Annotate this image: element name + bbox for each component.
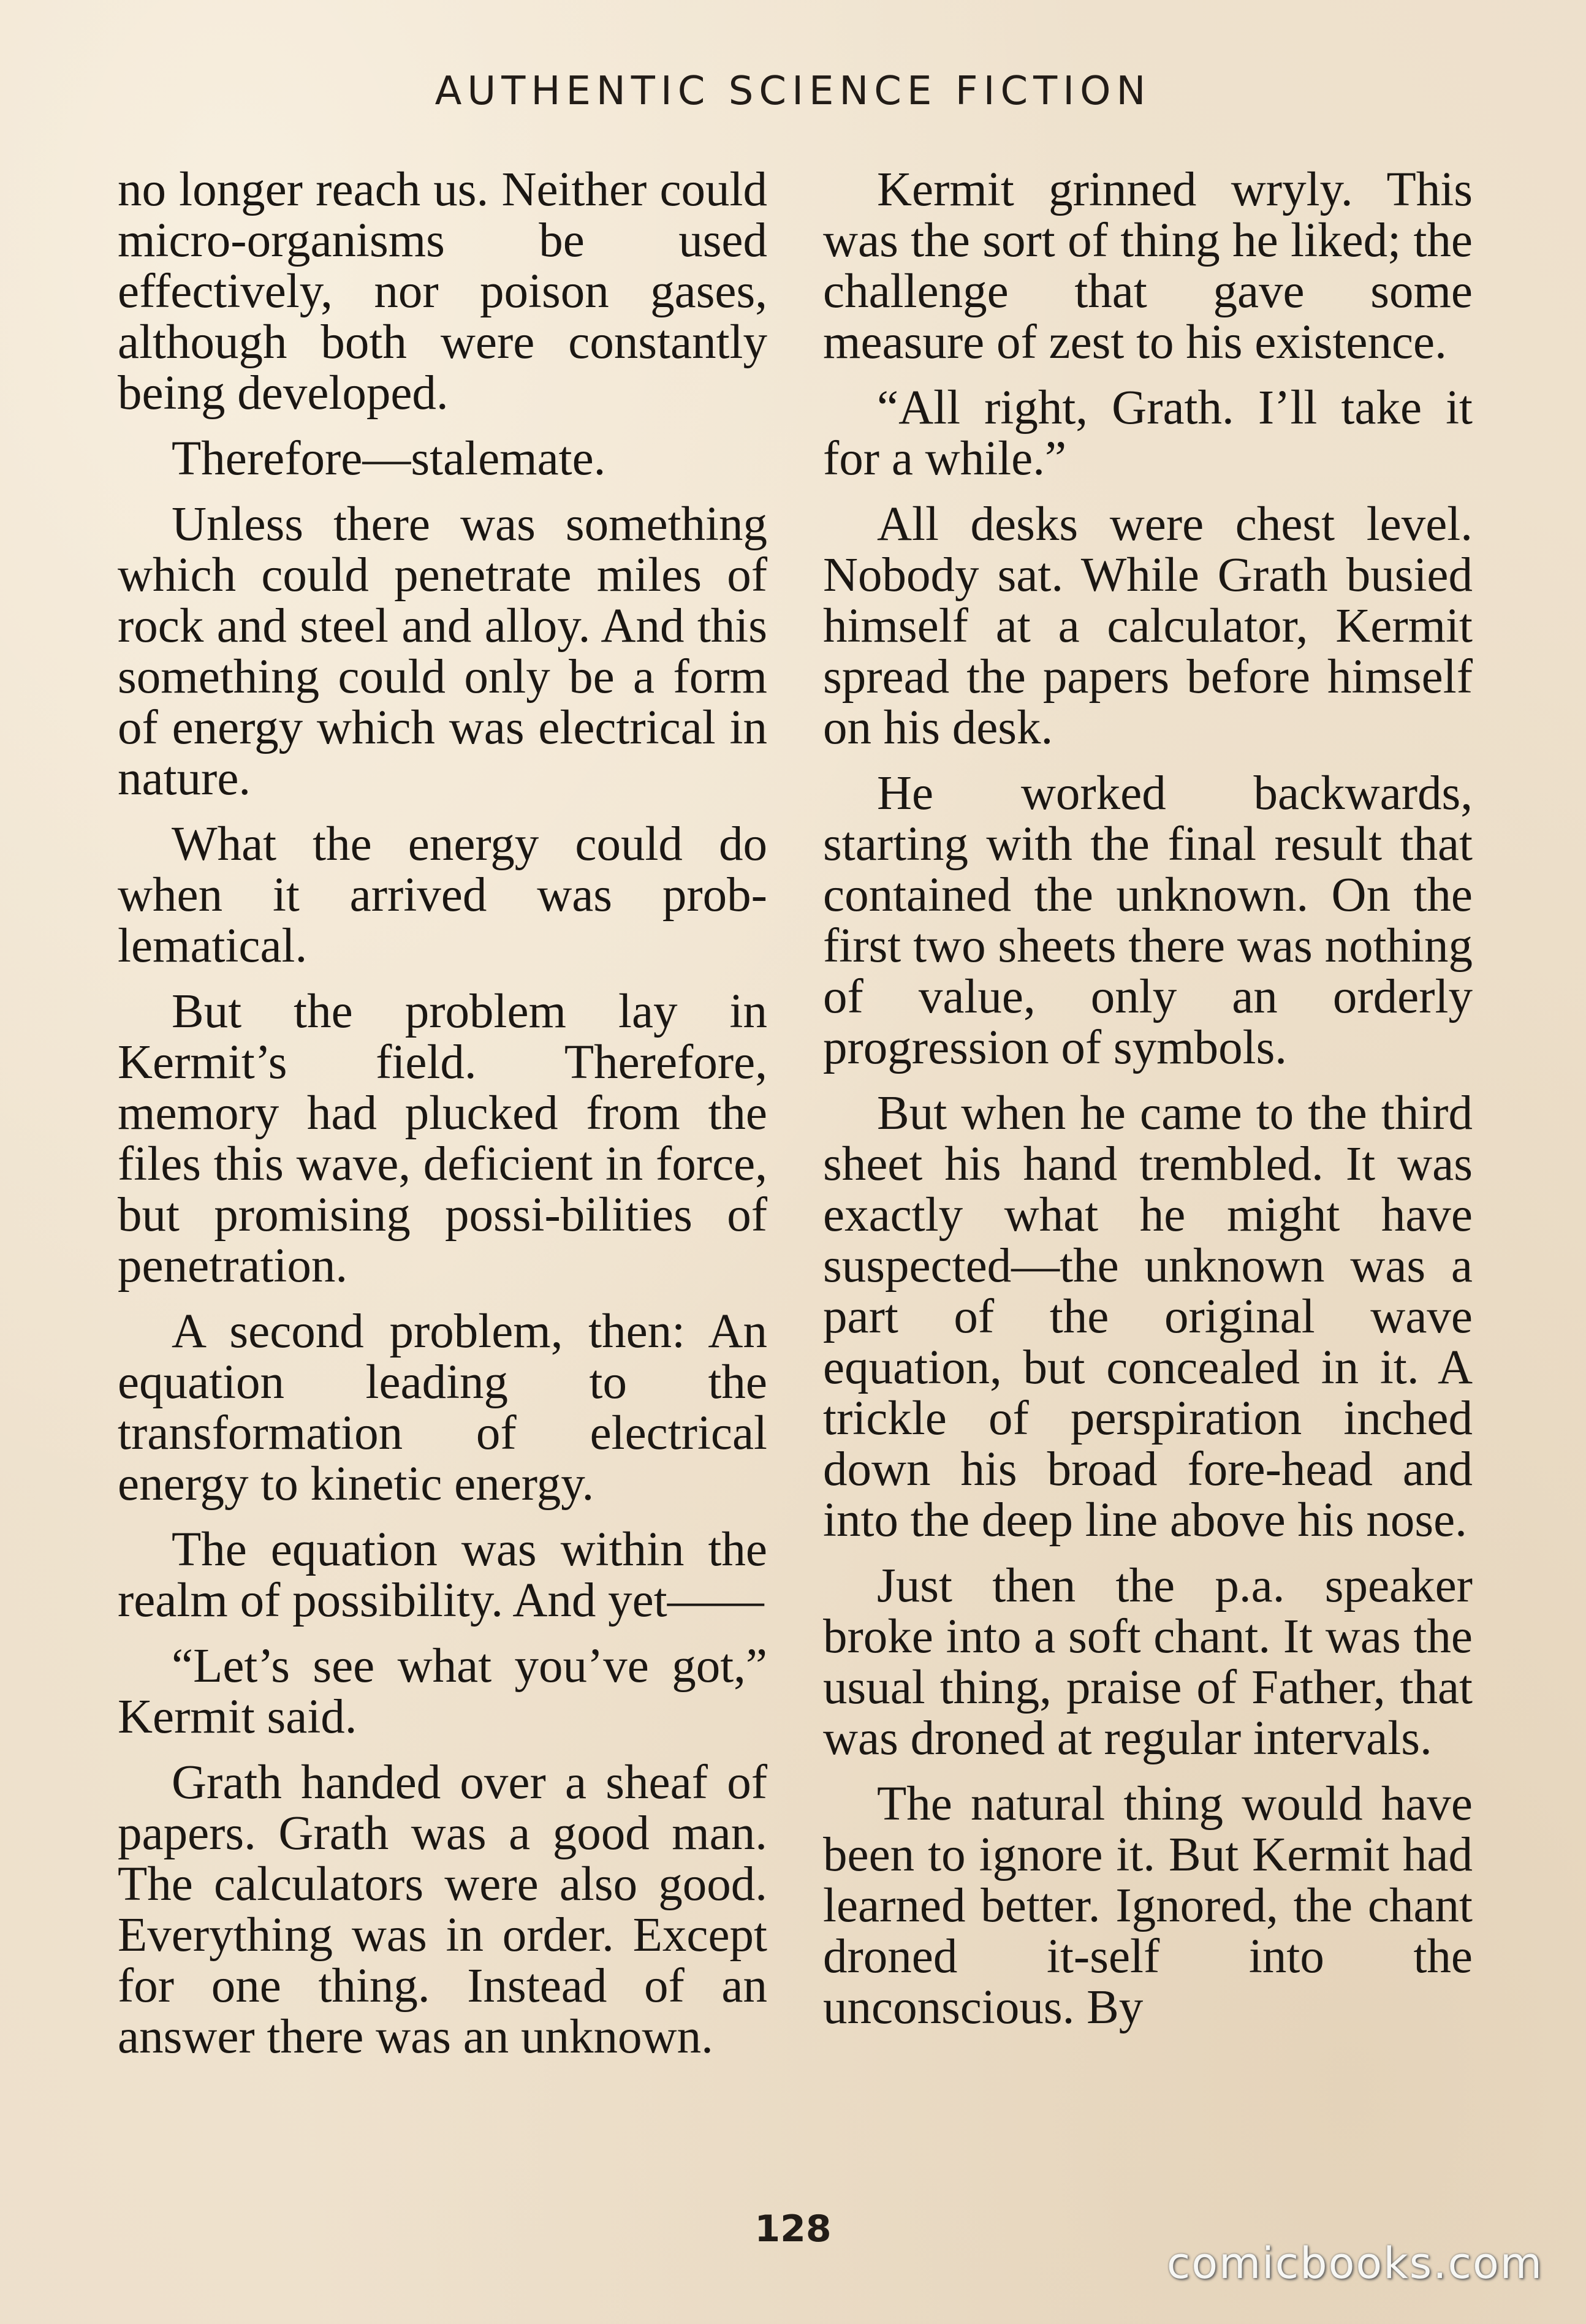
paragraph: But the problem lay in Kermit’s field. Therefore, memory had plucked from the files this wave, deficient in force, but promising possi-bilities of penetration. [118,985,767,1293]
paragraph: The natural thing would have been to ignore it. But Kermit had learned better. Ignored, the chant droned it-self into the unconscious. By [823,1777,1473,2034]
paragraph: All desks were chest level. Nobody sat. While Grath busied himself at a calculator, Kermit spread the papers before himself on his desk. [823,498,1473,754]
paragraph: “Let’s see what you’ve got,” Kermit said. [118,1639,767,1744]
right-column [823,164,1473,2048]
paragraph: Unless there was something which could penetrate miles of rock and steel and alloy. And this something could only be a form of energy which was electrical in nature. [118,498,767,805]
paragraph: “All right, Grath. I’ll take it for a while.” [823,381,1473,485]
running-head: AUTHENTIC SCIENCE FICTION [434,69,1152,114]
paragraph: Therefore—stalemate. [172,432,606,485]
left-column [118,164,767,2077]
paragraph: Just then the p.a. speaker broke into a soft chant. It was the usual thing, praise of Father, that was droned at regular intervals. [823,1559,1473,1765]
paragraph: He worked backwards, starting with the final result that contained the unknown. On the first two sheets there was nothing of value, only an orderly progression of symbols. [823,767,1473,1074]
paragraph: What the energy could do when it arrived was prob-lematical. [118,818,767,973]
watermark: comicbooks.com [1166,2238,1543,2288]
paragraph: Grath handed over a sheaf of papers. Grath was a good man. The calculators were also good. Everything was in order. Except for one thing. Instead of an answer there was an unknown. [118,1756,767,2064]
paragraph: Kermit grinned wryly. This was the sort of thing he liked; the challenge that gave some measure of zest to his existence. [823,163,1473,369]
paragraph: But when he came to the third sheet his hand trembled. It was exactly what he might have suspected—the unknown was a part of the original wave equation, but concealed in it. A trickle of perspiration inched down his broad fore-head and into the deep line above his nose. [823,1087,1473,1547]
paragraph: A second problem, then: An equation leading to the transformation of electrical energy to kinetic energy. [118,1305,767,1511]
page-number: 128 [754,2208,832,2250]
paragraph: no longer reach us. Neither could micro-organisms be used effectively, nor poison gases, although both were constantly being developed. [118,163,767,420]
paragraph: The equation was within the realm of possibility. And yet—— [118,1523,767,1627]
